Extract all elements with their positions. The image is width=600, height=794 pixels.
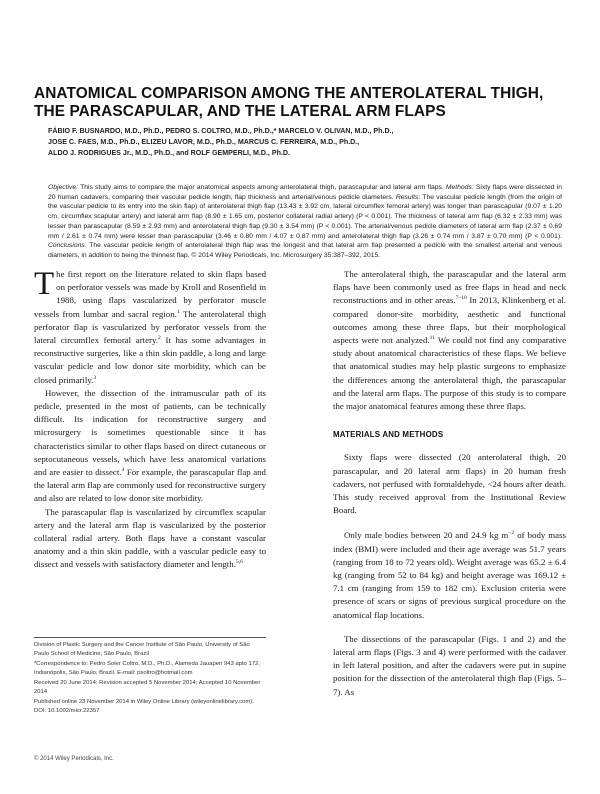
citation: 3 (93, 374, 97, 381)
left-column (34, 268, 266, 572)
abstract-results: The vascular pedicle length (from the origin of the vascular pedicle to its entry into the skin flap) of anterolateral thigh flap (13.43 ± 3.92 cm, lateral circumflex femoral artery) was longer than parascapular (9.07 ± 1.20 cm, circumflex scapular artery) and lateral arm flap (8.90 ± 1.65 cm, posterior collateral radial artery) (P < 0.001). The thickness of lateral arm flap (6.32 ± 2.33 mm) was lesser than parascapular (8.59 ± 2.93 mm) and anterolateral thigh flap (9.30 ± 3.54 mm) (P < 0.001). The arterial/venous pedicle diameters of lateral arm flap (2.37 ± 0.69 mm / 2.61 ± 0.74 mm) were lesser than parascapular (3.46 ± 0.80 mm / 4.07 ± 0.87 mm) and anterolateral thigh flap (3.26 ± 0.74 mm / 3.87 ± 0.70 mm) (P < 0.001). (48, 193, 562, 240)
author-line: ALDO J. RODRIGUES Jr., M.D., Ph.D., and ROLF GEMPERLI, M.D., Ph.D. (48, 149, 290, 157)
footnote-affiliation: Division of Plastic Surgery and the Cancer Institute of São Paulo, University of São Paulo School of Medicine, São Paulo, Brazil (34, 642, 250, 657)
article-title: ANATOMICAL COMPARISON AMONG THE ANTEROLATERAL THIGH, THE PARASCAPULAR, AND THE LATERAL ARM FLAPS (34, 85, 544, 120)
superscript: −2 (508, 530, 515, 537)
abstract (48, 183, 562, 261)
abstract-conclusions: The vascular pedicle length of anterolateral thigh flap was the longest and that lateral arm flap presented a pedicle with the smallest arterial and venous diameters, in addition to being the thinnest flap. © 2014 Wiley Periodicals, Inc. Microsurgery 35:387–392, 2015. (48, 242, 562, 259)
copyright-notice: © 2014 Wiley Periodicals, Inc. (34, 756, 114, 762)
footnotes (34, 641, 266, 717)
author-list (48, 126, 568, 159)
drop-cap: T (34, 266, 55, 302)
intro-paragraph-4: The anterolateral thigh, the parascapular and the lateral arm flaps have been commonly used as free flaps in head and neck reconstructions and in other areas.$^{7-10}$ In 2013, Klinkenberg et al. compared donor-site morbidity, aesthetic and functional outcomes among these three flaps, but their morphological aspects were not analyzed.$^{11}$ We could not find any comparative study about anatomical characteristics of these flaps. We believe that anatomical studies may help plastic surgeons to emphasize the differences among the anterolateral thigh, the parascapular and the lateral arm flaps. The purpose of this study is to compare the major anatomical features among these three flaps. (333, 269, 566, 412)
methods-paragraph-2: Only male bodies between 20 and 24.9 kg $m^{-2}$ of body mass index (BMI) were included and their age average was 51.7 years (ranging from 18 to 72 years old). Weight average was 65.2 ± 6.4 kg (ranging from 52 to 84 kg) and height average was 169.12 ± 7.1 cm (ranging from 159 to 182 cm). Exclusion criteria were presence of scars or signs of previous surgical procedure on the anatomical flap locations. (333, 530, 566, 620)
citation: 5,6 (235, 559, 243, 566)
citation: 7–10 (455, 295, 467, 302)
abstract-conclusions-label: Conclusions: (48, 242, 87, 250)
intro-paragraph-1: The first report on the literature related to skin flaps based on perforator vessels was made by Kroll and Rosenfield in 1988, using flaps vascularized by perforator muscle vessels from lumbar and sacral region.$^1$ The anterolateral thigh perforator flap is vascularized by perforator vessels from the lateral circumflex femoral artery.$^2$ It has some advantages in reconstructive surgeries, like a thin skin paddle, a long and large vascular pedicle and low donor site morbidity, which can be closed primarily.$^3$ (34, 266, 267, 385)
abstract-methods: Sixty flaps were dissected in 20 human cadavers, comparing their vascular pedicle length, flap thickness and arterial/venous pedicle diameters. (48, 184, 562, 201)
intro-paragraph-2: However, the dissection of the intramuscular path of its pedicle, presented in the most of patients, can be technically difficult. Its indication for reconstructive surgery and microsurgery is sometimes questionable since it has characteristics similar to other flaps based on direct cutaneous or septocutaneous vessels, which have less anatomical variations and are easier to dissect.$^4$ For example, the parascapular flap and the lateral arm flap are commonly used for reconstructive surgery and also are related to low donor site morbidity. (34, 387, 266, 504)
abstract-objective-label: Objective: (48, 184, 79, 191)
abstract-methods-label: Methods: (445, 184, 474, 191)
methods-paragraph-1: Sixty flaps were dissected (20 anterolateral thigh, 20 parascapular, and 20 lateral arm flaps) in 20 human fresh cadavers, not perfused with formaldehyde, <24 hours after death. This study received approval from the Institutional Review Board. (333, 452, 566, 516)
footnote-divider (34, 637, 266, 638)
right-column (333, 268, 566, 699)
citation: 11 (429, 335, 436, 342)
citation: 1 (176, 308, 180, 315)
footnote-received: Received 20 June 2014; Revision accepted 5 November 2014; Accepted 10 November 2014 (34, 680, 261, 695)
citation: 2 (158, 335, 161, 342)
footnote-correspondence: *Correspondence to: Pedro Soler Coltro, M.D., Ph.D., Alameda Jauaperi 943 apto 172, Indianópolis, São Paulo, Brazil. E-mail: psoltro@hotmail.com (34, 661, 260, 676)
author-line: FÁBIO F. BUSNARDO, M.D., Ph.D., PEDRO S. COLTRO, M.D., Ph.D.,* MARCELO V. OLIVAN, M.D., Ph.D., (48, 127, 394, 135)
abstract-results-label: Results: (395, 193, 421, 201)
intro-paragraph-3: The parascapular flap is vascularized by circumflex scapular artery and the lateral arm flap is vascularized by the posterior collateral radial artery. Both flaps have a constant vascular anatomy and a thin skin paddle, with a vascular pedicle easy to dissect and vessels with satisfactory diameter and length.$^{5,6}$ (34, 506, 266, 570)
section-heading-methods: MATERIALS AND METHODS (333, 430, 444, 440)
methods-paragraph-3: The dissections of the parascapular (Figs. 1 and 2) and the lateral arm flaps (Figs. 3 and 4) were performed with the cadaver in left lateral position, and after the cadavers were put in supine position for the dissection of the anterolateral thigh flap (Figs. 5–7). As (333, 633, 566, 697)
abstract-objective: This study aims to compare the major anatomical aspects among anterolateral thigh, parascapular and lateral arm flaps. (78, 184, 446, 191)
footnote-published: Published online 23 November 2014 in Wiley Online Library (wileyonlinelibrary.com). DOI: 10.1002/micr.22357 (34, 699, 254, 714)
author-line: JOSE C. FAES, M.D., Ph.D., ELIZEU LAVOR, M.D., Ph.D., MARCUS C. FERREIRA, M.D., Ph.D., (48, 138, 360, 146)
citation: 4 (121, 467, 125, 474)
